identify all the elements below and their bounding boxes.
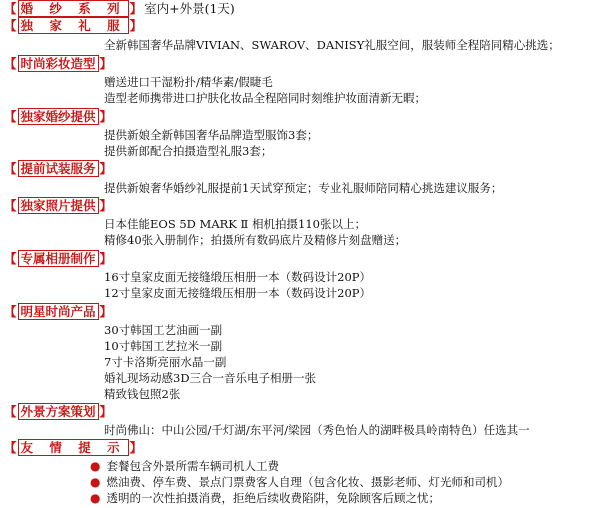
section-line: 提供新娘奢华婚纱礼服提前1天试穿预定；专业礼服师陪同精心挑选建议服务； xyxy=(104,181,503,195)
section-tag-wedding-series: 【 婚 纱 系 列 】 室内+外景(1天) xyxy=(4,1,235,16)
section-tag-friendly-tips: 【 友 情 提 示 】 xyxy=(4,440,143,455)
section-after-text: 室内+外景(1天) xyxy=(144,1,235,16)
bullet-icon: ● xyxy=(90,459,101,473)
tip-item: ● 燃油费、停车费、景点门票费客人自理（包含化妆、摄影老师、灯光师和司机） xyxy=(90,475,509,489)
section-line: 7寸卡洛斯亮丽水晶一副 xyxy=(104,355,227,369)
section-tag-fitting: 【 提前试装服务 】 xyxy=(4,161,113,176)
section-line: 精修40张入册制作；拍摄所有数码底片及精修片刻盘赠送； xyxy=(104,233,407,247)
section-line: 30寸韩国工艺油画一副 xyxy=(104,323,223,337)
section-line: 12寸皇家皮面无接缝缎压相册一本（数码设计20P） xyxy=(104,286,372,300)
section-tag-photos: 【 独家照片提供 】 xyxy=(4,198,113,213)
section-tag-outdoor-plan: 【 外景方案策划 】 xyxy=(4,404,113,419)
section-line: 10寸韩国工艺拉米一副 xyxy=(104,339,223,353)
bullet-icon: ● xyxy=(90,475,101,489)
section-line: 赠送进口干湿粉扑/精华素/假睫毛 xyxy=(104,75,273,89)
section-line: 时尚佛山：中山公园/千灯湖/东平河/梁园（秀色怡人的湖畔极具岭南特色）任选其一 xyxy=(104,423,530,437)
section-line: 提供新郎配合拍摄造型礼服3套； xyxy=(104,144,273,158)
section-tag-album: 【 专属相册制作 】 xyxy=(4,251,113,266)
section-line: 提供新娘全新韩国奢华品牌造型服饰3套； xyxy=(104,128,319,142)
tip-item: ● 套餐包含外景所需车辆司机人工费 xyxy=(90,459,279,473)
section-line: 全新韩国奢华品牌VIVIAN、SWAROV、DANISY礼服空间，服装师全程陪同精心挑选； xyxy=(104,38,560,52)
tip-item: ● 透明的一次性拍摄消费，拒绝后续收费陷阱，免除顾客后顾之忧； xyxy=(90,491,440,505)
section-tag-makeup: 【 时尚彩妆造型 】 xyxy=(4,56,113,71)
section-line: 婚礼现场动感3D三合一音乐电子相册一张 xyxy=(104,371,317,385)
bullet-icon: ● xyxy=(90,491,101,505)
section-tag-products: 【 明星时尚产品 】 xyxy=(4,304,113,319)
section-line: 日本佳能EOS 5D MARK Ⅱ 相机拍摄110张以上； xyxy=(104,217,366,231)
section-line: 造型老师携带进口护肤化妆品全程陪同时刻维护妆面清新无暇； xyxy=(104,91,426,105)
section-tag-exclusive-gown: 【 独 家 礼 服 】 xyxy=(4,18,143,33)
section-line: 精致钱包照2张 xyxy=(104,387,181,401)
section-tag-wedding-dress: 【 独家婚纱提供 】 xyxy=(4,109,113,124)
section-line: 16寸皇家皮面无接缝缎压相册一本（数码设计20P） xyxy=(104,270,372,284)
